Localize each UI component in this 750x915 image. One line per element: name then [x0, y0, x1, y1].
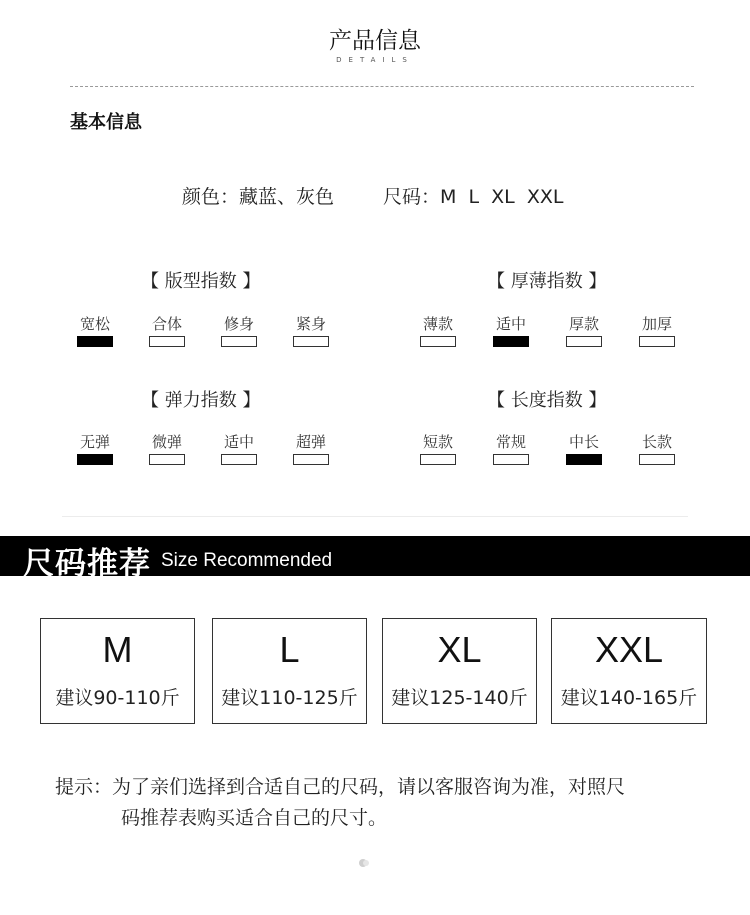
elasticity-index-title: 【 弹力指数 】: [141, 390, 261, 411]
index-box: [293, 336, 329, 347]
index-option-label: 中长: [568, 433, 599, 451]
size-info: 尺码：M L XL XXL: [383, 186, 564, 208]
index-option-label: 适中: [495, 315, 526, 333]
index-option-label: 短款: [422, 433, 453, 451]
size-card-recommend: 建议140-165斤: [560, 687, 698, 709]
size-card-label: XXL: [594, 629, 664, 670]
index-option-label: 微弹: [151, 433, 182, 451]
index-option-label: 无弹: [79, 433, 110, 451]
index-option-label: 薄款: [422, 315, 453, 333]
index-box: [149, 336, 185, 347]
index-box: [149, 454, 185, 465]
size-card-l: [212, 618, 367, 724]
tip-line-2: 码推荐表购买适合自己的尺寸。: [121, 807, 388, 829]
dashed-divider: [70, 86, 694, 87]
size-banner-title: 尺码推荐: [23, 546, 151, 582]
size-card-xxl: [551, 618, 707, 724]
index-box-selected: [566, 454, 602, 465]
size-card-label: XL: [437, 629, 482, 670]
section-divider: [62, 516, 688, 517]
index-option-label: 加厚: [641, 315, 672, 333]
page-title: 产品信息: [329, 28, 421, 54]
index-option-label: 适中: [223, 433, 254, 451]
index-box: [639, 454, 675, 465]
index-option-label: 长款: [641, 433, 672, 451]
color-info: 颜色：藏蓝、灰色: [182, 186, 335, 208]
index-option-label: 常规: [495, 433, 526, 451]
fit-index-title: 【 版型指数 】: [141, 271, 261, 292]
index-box: [221, 454, 257, 465]
size-card-label: L: [279, 629, 300, 670]
basic-info-heading: 基本信息: [70, 112, 142, 133]
index-box: [566, 336, 602, 347]
watermark-icon: [358, 858, 370, 868]
page-subtitle: DETAILS: [336, 56, 414, 64]
index-box-selected: [493, 336, 529, 347]
index-option-label: 厚款: [568, 315, 599, 333]
index-box: [293, 454, 329, 465]
index-box-selected: [77, 454, 113, 465]
size-card-label: M: [102, 629, 133, 670]
index-box: [493, 454, 529, 465]
size-card-recommend: 建议125-140斤: [391, 687, 528, 709]
size-card-m: [40, 618, 195, 724]
index-option-label: 紧身: [295, 315, 326, 333]
thickness-index-title: 【 厚薄指数 】: [487, 271, 607, 292]
index-box: [639, 336, 675, 347]
index-option-label: 宽松: [79, 315, 110, 333]
tip-line-1: 提示：为了亲们选择到合适自己的尺码，请以客服咨询为准，对照尺: [55, 776, 626, 798]
size-banner-subtitle: Size Recommended: [161, 550, 333, 571]
length-index-title: 【 长度指数 】: [487, 390, 607, 411]
index-box-selected: [77, 336, 113, 347]
index-option-label: 超弹: [295, 433, 326, 451]
index-option-label: 修身: [223, 315, 254, 333]
index-box: [420, 454, 456, 465]
size-card-recommend: 建议110-125斤: [221, 687, 358, 709]
size-card-xl: [382, 618, 537, 724]
index-option-label: 合体: [151, 315, 182, 333]
index-box: [420, 336, 456, 347]
size-card-recommend: 建议90-110斤: [55, 687, 180, 709]
index-box: [221, 336, 257, 347]
